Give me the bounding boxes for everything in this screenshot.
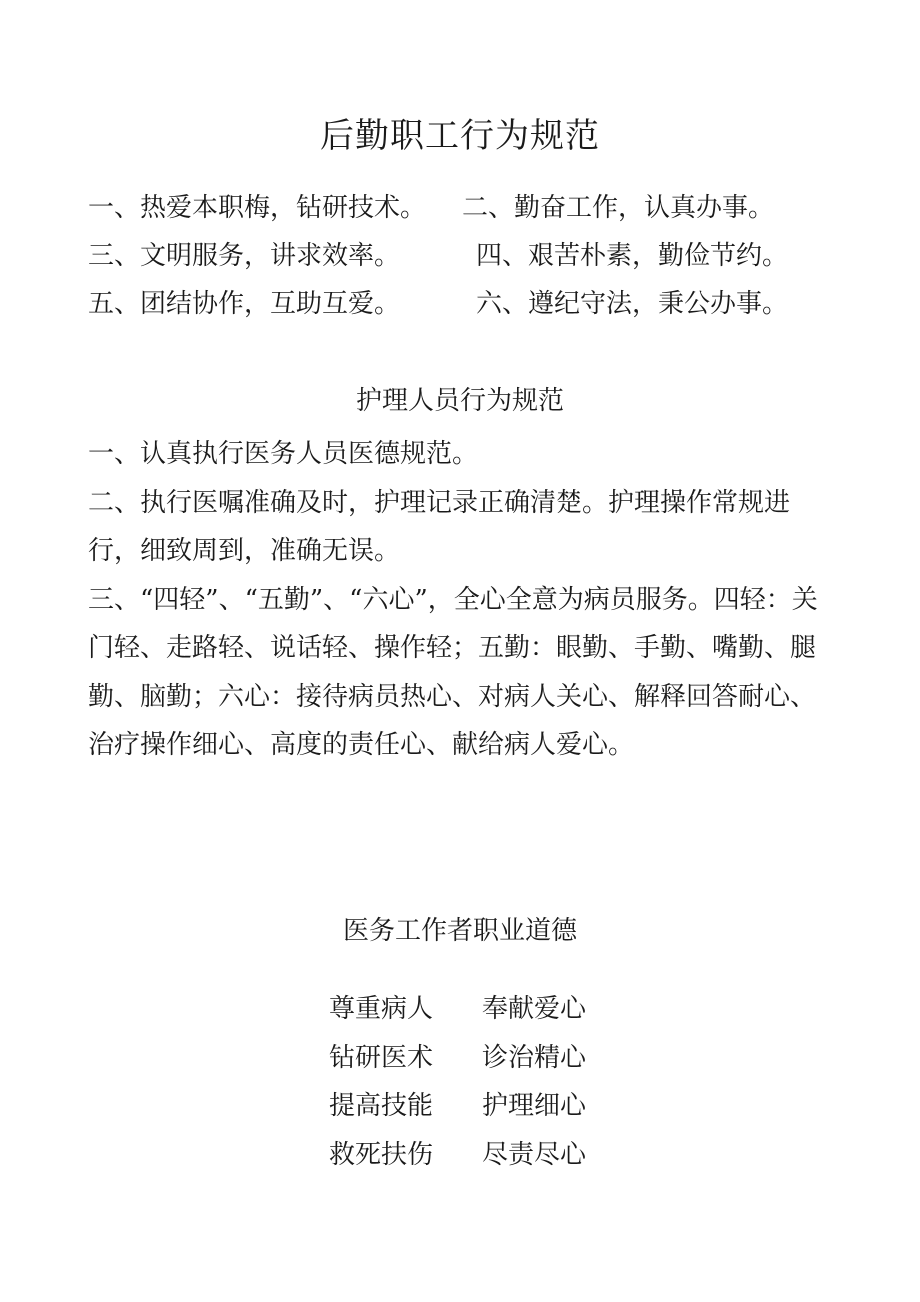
ethics-phrase: 钻研医术 bbox=[329, 1042, 434, 1073]
logistics-rule: 四、艰苦朴素，勤俭节约。 bbox=[476, 241, 789, 271]
ethics-phrase: 救死扶伤 bbox=[329, 1139, 434, 1170]
ethics-phrase: 尊重病人 bbox=[329, 994, 434, 1024]
logistics-rule: 五、团结协作，互助互爱。 bbox=[88, 289, 401, 319]
nursing-paragraph: 一、认真执行医务人员医德规范。 bbox=[88, 439, 479, 469]
nursing-section-title: 护理人员行为规范 bbox=[355, 386, 564, 416]
ethics-phrase: 诊治精心 bbox=[482, 1042, 587, 1073]
ethics-phrase: 尽责尽心 bbox=[482, 1139, 587, 1170]
ethics-phrase: 护理细心 bbox=[482, 1091, 587, 1121]
ethics-line bbox=[329, 1082, 629, 1131]
nursing-paragraph: 二、执行医嘱准确及时，护理记录正确清楚。护理操作常规进行，细致周到，准确无误。 bbox=[88, 487, 791, 566]
ethics-line bbox=[329, 1034, 629, 1083]
page-title: 后勤职工行为规范 bbox=[320, 116, 600, 156]
ethics-phrase: 提高技能 bbox=[329, 1091, 434, 1121]
ethics-line bbox=[329, 1131, 629, 1180]
ethics-section-title: 医务工作者职业道德 bbox=[342, 916, 577, 946]
ethics-line bbox=[329, 985, 629, 1034]
ethics-list bbox=[329, 985, 629, 1179]
logistics-rule: 三、文明服务，讲求效率。 bbox=[88, 241, 401, 271]
logistics-rule: 一、热爱本职梅，钻研技术。 bbox=[88, 193, 427, 223]
nursing-paragraph: 三、“四轻”、“五勤”、“六心”，全心全意为病员服务。四轻：关门轻、走路轻、说话轻、操作轻；五勤：眼勤、手勤、嘴勤、腿勤、脑勤；六心：接待病员热心、对病人关心、解释回答耐心、治疗操作细心、高度的责任心、献给病人爱心。 bbox=[88, 584, 818, 760]
ethics-phrase: 奉献爱心 bbox=[482, 994, 587, 1024]
nursing-section-body bbox=[88, 430, 833, 770]
logistics-rule: 二、勤奋工作，认真办事。 bbox=[462, 193, 775, 223]
logistics-rule: 六、遵纪守法，秉公办事。 bbox=[476, 289, 789, 319]
